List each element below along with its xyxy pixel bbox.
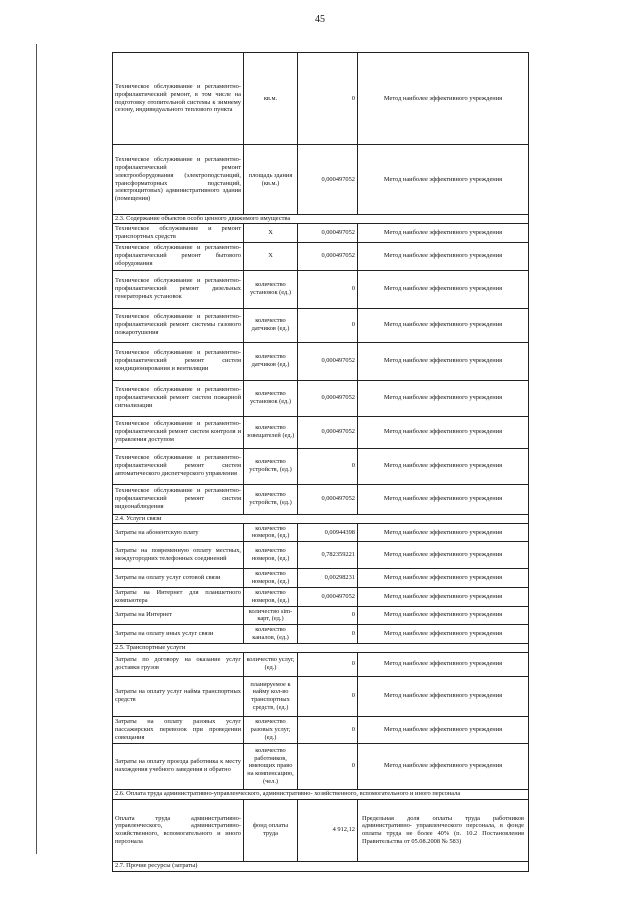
measure-unit: количество услуг, (ед.) (244, 652, 298, 676)
calculation-method: Метод наиболее эффективного учреждения (358, 308, 529, 342)
measure-unit: количество зовещателей (ед.) (244, 416, 298, 448)
cost-item-name: Затраты по договору на оказание услуг доставки грузов (113, 652, 244, 676)
calculation-method: Метод наиболее эффективного учреждения (358, 542, 529, 569)
norm-value: 0,000497052 (298, 380, 358, 416)
norm-value: 0 (298, 606, 358, 625)
measure-unit: количество номеров, (ед.) (244, 569, 298, 588)
measure-unit: площадь здания (кв.м.) (244, 145, 298, 215)
cost-item-name: Техническое обслуживание и ремонт транспортных средств (113, 224, 244, 243)
calculation-method: Метод наиболее эффективного учреждения (358, 569, 529, 588)
cost-item-name: Затраты на оплату проезда работника к месту нахождения учебного заведения и обратно (113, 743, 244, 789)
cost-item-name: Оплата труда административно-управленческого, административно-хозяйственного, вспомогательного и иного персонала (113, 799, 244, 861)
norm-value: 0 (298, 743, 358, 789)
table-row (113, 342, 529, 380)
section-title: 2.3. Содержание объектов особо ценного движимого имущества (113, 215, 529, 224)
cost-item-name: Техническое обслуживание и регламентно- профилактический ремонт систем контроля и управления доступом (113, 416, 244, 448)
section-header-row (113, 861, 529, 871)
calculation-method: Метод наиболее эффективного учреждения (358, 484, 529, 514)
calculation-method: Метод наиболее эффективного учреждения (358, 380, 529, 416)
section-title: 2.5. Транспортные услуги (113, 643, 529, 652)
table-row (113, 53, 529, 145)
table-row (113, 606, 529, 625)
cost-item-name: Затраты на повременную оплату местных, междугородних телефонных соединений (113, 542, 244, 569)
section-title: 2.6. Оплата труда административно-управленческого, административно- хозяйственного, вспомогательного и иного персонала (113, 789, 529, 799)
cost-item-name: Техническое обслуживание и регламентно- профилактический ремонт систем автоматического диспетчерского управления (113, 448, 244, 484)
cost-item-name: Техническое обслуживание и регламентно- профилактический ремонт бытового оборудования (113, 242, 244, 270)
cost-item-name: Техническое обслуживание и регламентно- профилактический ремонт системы газового пожаротушения (113, 308, 244, 342)
page-number: 45 (315, 14, 325, 25)
measure-unit: количество номеров, (ед.) (244, 587, 298, 606)
cost-item-name: Затраты на оплату разовых услуг пассажирских перевозок при проведении совещания (113, 716, 244, 743)
norm-value: 0,000497052 (298, 224, 358, 243)
table-row (113, 569, 529, 588)
table-row (113, 587, 529, 606)
section-title: 2.7. Прочие ресурсы (затраты) (113, 861, 529, 871)
table-row (113, 270, 529, 308)
calculation-method: Метод наиболее эффективного учреждения (358, 587, 529, 606)
norm-value: 0 (298, 625, 358, 644)
measure-unit: планируемое к найму кол-во транспортных средств, (ед.) (244, 676, 298, 716)
table-row (113, 542, 529, 569)
norm-value: 0 (298, 448, 358, 484)
table-row (113, 652, 529, 676)
cost-item-name: Техническое обслуживание и регламентно- профилактический ремонт систем пожарной сигнализации (113, 380, 244, 416)
norm-value: 0,00298231 (298, 569, 358, 588)
calculation-method: Метод наиболее эффективного учреждения (358, 716, 529, 743)
norm-value: 0,000497052 (298, 342, 358, 380)
norm-value: 0,00944398 (298, 523, 358, 542)
measure-unit: количество установок (ед.) (244, 270, 298, 308)
cost-item-name: Затраты на оплату иных услуг связи (113, 625, 244, 644)
section-header-row (113, 215, 529, 224)
calculation-method: Метод наиболее эффективного учреждения (358, 448, 529, 484)
calculation-method: Метод наиболее эффективного учреждения (358, 676, 529, 716)
calculation-method: Метод наиболее эффективного учреждения (358, 606, 529, 625)
measure-unit: количество разовых услуг, (ед.) (244, 716, 298, 743)
table-row (113, 716, 529, 743)
calculation-method: Метод наиболее эффективного учреждения (358, 145, 529, 215)
measure-unit: количество установок (ед.) (244, 380, 298, 416)
cost-item-name: Затраты на Интернет для планшетного компьютера (113, 587, 244, 606)
calculation-method: Метод наиболее эффективного учреждения (358, 743, 529, 789)
section-header-row (113, 514, 529, 523)
table-row (113, 625, 529, 644)
table-row (113, 484, 529, 514)
calculation-method: Метод наиболее эффективного учреждения (358, 523, 529, 542)
table-row (113, 242, 529, 270)
norm-value: 0,000497052 (298, 416, 358, 448)
measure-unit: количество устройств, (ед.) (244, 484, 298, 514)
norm-value: 0 (298, 716, 358, 743)
table-row (113, 523, 529, 542)
margin-rule (36, 44, 37, 854)
calculation-method: Метод наиболее эффективного учреждения (358, 242, 529, 270)
measure-unit: X (244, 242, 298, 270)
measure-unit: кв.м. (244, 53, 298, 145)
table-row (113, 799, 529, 861)
norm-value: 4 912,12 (298, 799, 358, 861)
cost-item-name: Техническое обслуживание и регламентно- профилактический ремонт дизельных генераторных установок (113, 270, 244, 308)
measure-unit: количество sim-карт, (ед.) (244, 606, 298, 625)
calculation-method: Метод наиболее эффективного учреждения (358, 224, 529, 243)
table-row (113, 448, 529, 484)
norm-value: 0,000497052 (298, 484, 358, 514)
norm-value: 0 (298, 676, 358, 716)
table-row (113, 145, 529, 215)
cost-item-name: Затраты на оплату услуг найма транспортных средств (113, 676, 244, 716)
cost-item-name: Техническое обслуживание и регламентно- профилактический ремонт систем кондиционирования и вентиляции (113, 342, 244, 380)
calculation-method: Метод наиболее эффективного учреждения (358, 53, 529, 145)
table-row (113, 743, 529, 789)
table-body (113, 53, 529, 872)
measure-unit: X (244, 224, 298, 243)
measure-unit: количество каналов, (ед.) (244, 625, 298, 644)
cost-item-name: Затраты на Интернет (113, 606, 244, 625)
norm-value: 0 (298, 308, 358, 342)
table-row (113, 308, 529, 342)
section-header-row (113, 643, 529, 652)
calculation-method: Предельная доля оплаты труда работников административно- управленческого персонала, в фонде оплаты труда не более 40% (п. 10.2 Постановления Правительства от 05.08.2008 № 583) (358, 799, 529, 861)
cost-item-name: Техническое обслуживание и регламентно- профилактический ремонт электрооборудования (электроподстанций, трансформаторных подстанций, электрощитовых) административного здания (помещения) (113, 145, 244, 215)
measure-unit: количество устройств, (ед.) (244, 448, 298, 484)
calculation-method: Метод наиболее эффективного учреждения (358, 416, 529, 448)
cost-item-name: Техническое обслуживание и регламентно- профилактический ремонт систем видеонаблюдения (113, 484, 244, 514)
calculation-method: Метод наиболее эффективного учреждения (358, 625, 529, 644)
section-header-row (113, 789, 529, 799)
measure-unit: количество номеров, (ед.) (244, 542, 298, 569)
calculation-method: Метод наиболее эффективного учреждения (358, 270, 529, 308)
norm-value: 0 (298, 270, 358, 308)
measure-unit: фонд оплаты труда (244, 799, 298, 861)
table-row (113, 416, 529, 448)
cost-item-name: Техническое обслуживание и регламентно- профилактический ремонт, в том числе на подготовку отопительной системы к зимнему сезону, индивидуального теплового пункта (113, 53, 244, 145)
calculation-method: Метод наиболее эффективного учреждения (358, 342, 529, 380)
table-row (113, 676, 529, 716)
norm-value: 0,000497052 (298, 242, 358, 270)
cost-item-name: Затраты на абонентскую плату (113, 523, 244, 542)
section-title: 2.4. Услуги связи (113, 514, 529, 523)
calculation-method: Метод наиболее эффективного учреждения (358, 652, 529, 676)
measure-unit: количество датчиков (ед.) (244, 308, 298, 342)
norm-value: 0 (298, 53, 358, 145)
table-row (113, 380, 529, 416)
cost-norms-table (112, 52, 529, 872)
norm-value: 0,782359221 (298, 542, 358, 569)
table-row (113, 224, 529, 243)
measure-unit: количество работников, имеющих право на компенсацию, (чел.) (244, 743, 298, 789)
norm-value: 0,000497052 (298, 145, 358, 215)
measure-unit: количество датчиков (ед.) (244, 342, 298, 380)
norm-value: 0 (298, 652, 358, 676)
norm-value: 0,000497052 (298, 587, 358, 606)
cost-item-name: Затраты на оплату услуг сотовой связи (113, 569, 244, 588)
measure-unit: количество номеров, (ед.) (244, 523, 298, 542)
